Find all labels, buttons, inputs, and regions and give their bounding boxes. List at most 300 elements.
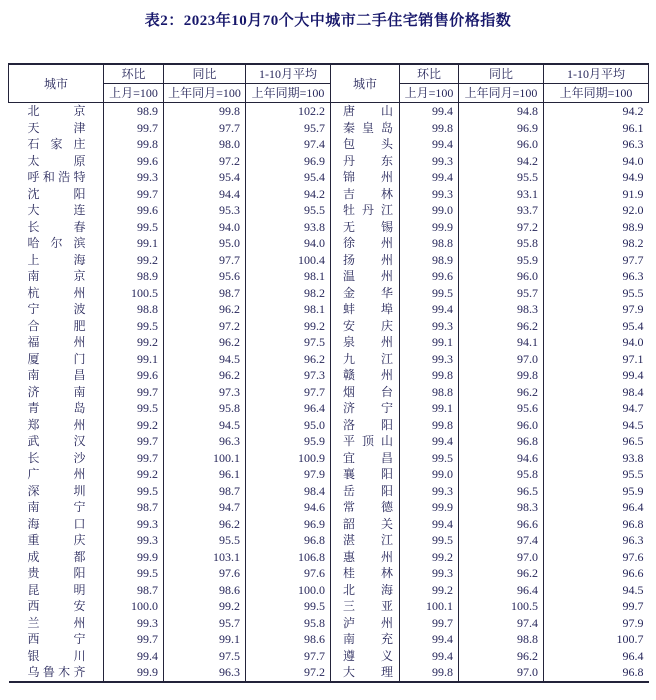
avg-cell-left: 96.4: [246, 400, 331, 417]
table-row: [9, 615, 649, 632]
avg-cell-left: 95.4: [246, 169, 331, 186]
city-cell-left: [9, 499, 104, 516]
mom-cell-right: 99.4: [400, 136, 459, 153]
table-body: [9, 103, 649, 682]
avg-cell-right: 94.2: [544, 103, 649, 120]
city-cell-right: [331, 582, 400, 599]
avg-cell-right: 94.7: [544, 400, 649, 417]
yoy-cell-left: 95.3: [164, 202, 246, 219]
avg-cell-right: 97.9: [544, 301, 649, 318]
mom-cell-right: 98.8: [400, 235, 459, 252]
avg-cell-right: 96.3: [544, 268, 649, 285]
mom-cell-left: 99.7: [104, 433, 164, 450]
yoy-cell-left: 94.7: [164, 499, 246, 516]
mom-cell-left: 99.6: [104, 153, 164, 170]
avg-cell-right: 97.7: [544, 252, 649, 269]
table-row: [9, 433, 649, 450]
table-row: [9, 120, 649, 137]
avg-cell-right: 94.0: [544, 334, 649, 351]
yoy-cell-right: 94.2: [459, 153, 544, 170]
mom-cell-left: 99.7: [104, 120, 164, 137]
mom-cell-right: 99.8: [400, 417, 459, 434]
yoy-cell-left: 96.2: [164, 334, 246, 351]
avg-cell-left: 95.9: [246, 433, 331, 450]
city-name-right: 北海: [343, 582, 393, 597]
header-avg-right: 1-10月平均: [544, 64, 649, 84]
mom-cell-right: 99.5: [400, 450, 459, 467]
mom-cell-right: 100.1: [400, 598, 459, 615]
city-cell-right: [331, 483, 400, 500]
avg-cell-left: 97.9: [246, 466, 331, 483]
mom-cell-left: 99.6: [104, 367, 164, 384]
avg-cell-right: 96.3: [544, 532, 649, 549]
mom-cell-right: 98.9: [400, 252, 459, 269]
city-cell-right: [331, 334, 400, 351]
city-name-right: 无锡: [343, 219, 393, 234]
city-name-left: 合肥: [27, 318, 86, 333]
city-cell-right: [331, 120, 400, 137]
yoy-cell-left: 95.0: [164, 235, 246, 252]
city-cell-left: [9, 664, 104, 682]
city-name-right: 安庆: [343, 318, 393, 333]
mom-cell-left: 99.8: [104, 136, 164, 153]
mom-cell-left: 98.7: [104, 582, 164, 599]
city-name-right: 秦皇岛: [343, 120, 393, 135]
mom-cell-left: 99.7: [104, 631, 164, 648]
avg-cell-right: 93.8: [544, 450, 649, 467]
mom-cell-right: 99.4: [400, 516, 459, 533]
mom-cell-left: 99.3: [104, 516, 164, 533]
city-cell-right: [331, 648, 400, 665]
city-cell-left: [9, 400, 104, 417]
city-cell-right: [331, 268, 400, 285]
city-name-left: 长沙: [27, 450, 86, 465]
mom-cell-left: 99.6: [104, 202, 164, 219]
city-cell-left: [9, 615, 104, 632]
city-name-right: 平顶山: [343, 434, 393, 448]
city-name-left: 广州: [27, 467, 86, 481]
avg-cell-right: 96.8: [544, 516, 649, 533]
avg-cell-left: 98.2: [246, 285, 331, 302]
avg-cell-left: 97.5: [246, 334, 331, 351]
city-name-right: 丹东: [343, 153, 393, 168]
city-name-left: 太原: [27, 153, 86, 168]
mom-cell-right: 99.3: [400, 186, 459, 203]
city-cell-left: [9, 532, 104, 549]
avg-cell-right: 95.4: [544, 318, 649, 335]
mom-cell-left: 98.7: [104, 499, 164, 516]
avg-cell-left: 96.9: [246, 516, 331, 533]
table-header: [9, 64, 649, 103]
mom-cell-right: 99.3: [400, 565, 459, 582]
avg-cell-left: 94.0: [246, 235, 331, 252]
subheader-yoy-left: 上年同月=100: [164, 84, 246, 103]
city-cell-left: [9, 252, 104, 269]
avg-cell-left: 95.0: [246, 417, 331, 434]
avg-cell-left: 100.0: [246, 582, 331, 599]
mom-cell-left: 98.9: [104, 103, 164, 120]
city-cell-left: [9, 631, 104, 648]
yoy-cell-right: 95.5: [459, 169, 544, 186]
avg-cell-right: 94.5: [544, 582, 649, 599]
city-name-left: 西宁: [27, 632, 86, 646]
city-cell-right: [331, 450, 400, 467]
yoy-cell-right: 98.3: [459, 499, 544, 516]
city-cell-right: [331, 417, 400, 434]
city-cell-left: [9, 120, 104, 137]
mom-cell-left: 99.9: [104, 664, 164, 682]
mom-cell-left: 99.7: [104, 450, 164, 467]
city-name-right: 烟台: [343, 384, 393, 399]
yoy-cell-right: 99.8: [459, 367, 544, 384]
yoy-cell-left: 95.5: [164, 532, 246, 549]
avg-cell-left: 98.6: [246, 631, 331, 648]
table-row: [9, 252, 649, 269]
subheader-yoy-right: 上年同月=100: [459, 84, 544, 103]
header-mom-left: 环比: [104, 64, 164, 84]
avg-cell-right: 96.3: [544, 136, 649, 153]
mom-cell-right: 99.3: [400, 351, 459, 368]
mom-cell-left: 99.3: [104, 169, 164, 186]
yoy-cell-right: 93.1: [459, 186, 544, 203]
yoy-cell-right: 97.0: [459, 351, 544, 368]
yoy-cell-left: 95.7: [164, 615, 246, 632]
mom-cell-left: 99.5: [104, 483, 164, 500]
mom-cell-right: 99.4: [400, 648, 459, 665]
mom-cell-right: 99.0: [400, 466, 459, 483]
header-yoy-right: 同比: [459, 64, 544, 84]
yoy-cell-right: 93.7: [459, 202, 544, 219]
avg-cell-right: 97.6: [544, 549, 649, 566]
city-name-right: 遵义: [343, 648, 393, 663]
table-row: [9, 169, 649, 186]
mom-cell-right: 99.7: [400, 615, 459, 632]
city-name-left: 宁波: [27, 302, 86, 316]
avg-cell-left: 97.3: [246, 367, 331, 384]
yoy-cell-right: 94.6: [459, 450, 544, 467]
mom-cell-left: 98.8: [104, 301, 164, 318]
table-row: [9, 565, 649, 582]
city-cell-right: [331, 169, 400, 186]
city-name-right: 三亚: [343, 599, 393, 613]
avg-cell-right: 92.0: [544, 202, 649, 219]
yoy-cell-left: 96.3: [164, 433, 246, 450]
yoy-cell-right: 94.1: [459, 334, 544, 351]
avg-cell-left: 93.8: [246, 219, 331, 236]
mom-cell-right: 99.3: [400, 153, 459, 170]
header-avg-left: 1-10月平均: [246, 64, 331, 84]
mom-cell-left: 99.2: [104, 252, 164, 269]
yoy-cell-right: 95.7: [459, 285, 544, 302]
city-name-left: 福州: [27, 335, 86, 349]
city-cell-right: [331, 351, 400, 368]
yoy-cell-left: 99.1: [164, 631, 246, 648]
city-name-right: 牡丹江: [343, 203, 393, 217]
yoy-cell-left: 96.1: [164, 466, 246, 483]
mom-cell-left: 99.5: [104, 565, 164, 582]
city-name-left: 重庆: [27, 533, 86, 547]
city-name-right: 吉林: [343, 186, 393, 201]
mom-cell-left: 100.5: [104, 285, 164, 302]
yoy-cell-left: 94.5: [164, 351, 246, 368]
table-row: [9, 334, 649, 351]
city-name-left: 哈尔滨: [27, 236, 86, 250]
table-row: [9, 268, 649, 285]
mom-cell-right: 99.4: [400, 631, 459, 648]
avg-cell-left: 97.7: [246, 648, 331, 665]
avg-cell-right: 100.7: [544, 631, 649, 648]
city-cell-left: [9, 483, 104, 500]
city-cell-right: [331, 235, 400, 252]
yoy-cell-right: 96.0: [459, 136, 544, 153]
avg-cell-left: 94.2: [246, 186, 331, 203]
yoy-cell-left: 98.0: [164, 136, 246, 153]
city-cell-left: [9, 351, 104, 368]
city-name-left: 西安: [27, 599, 86, 613]
yoy-cell-left: 97.5: [164, 648, 246, 665]
avg-cell-right: 95.5: [544, 285, 649, 302]
yoy-cell-left: 100.1: [164, 450, 246, 467]
yoy-cell-right: 98.8: [459, 631, 544, 648]
price-index-table: [8, 63, 649, 683]
mom-cell-right: 99.3: [400, 318, 459, 335]
city-name-right: 锦州: [343, 170, 393, 184]
table-row: [9, 301, 649, 318]
city-cell-left: [9, 367, 104, 384]
city-name-right: 洛阳: [343, 417, 393, 432]
table-row: [9, 202, 649, 219]
avg-cell-left: 97.7: [246, 384, 331, 401]
mom-cell-left: 99.7: [104, 186, 164, 203]
avg-cell-right: 94.0: [544, 153, 649, 170]
city-name-left: 南京: [27, 269, 86, 283]
yoy-cell-left: 94.4: [164, 186, 246, 203]
table-row: [9, 136, 649, 153]
city-cell-left: [9, 466, 104, 483]
yoy-cell-right: 96.8: [459, 433, 544, 450]
mom-cell-right: 99.5: [400, 285, 459, 302]
city-name-right: 九江: [343, 351, 393, 366]
yoy-cell-left: 97.3: [164, 384, 246, 401]
header-yoy-left: 同比: [164, 64, 246, 84]
avg-cell-right: 96.1: [544, 120, 649, 137]
city-cell-right: [331, 499, 400, 516]
yoy-cell-right: 94.8: [459, 103, 544, 120]
avg-cell-right: 95.9: [544, 483, 649, 500]
table-row: [9, 466, 649, 483]
mom-cell-left: 99.5: [104, 318, 164, 335]
city-cell-right: [331, 384, 400, 401]
mom-cell-left: 99.2: [104, 417, 164, 434]
table-row: [9, 417, 649, 434]
yoy-cell-left: 97.7: [164, 252, 246, 269]
table-row: [9, 318, 649, 335]
city-cell-left: [9, 384, 104, 401]
city-name-right: 宜昌: [343, 450, 393, 465]
city-cell-left: [9, 285, 104, 302]
city-cell-left: [9, 334, 104, 351]
yoy-cell-right: 96.2: [459, 648, 544, 665]
city-cell-right: [331, 202, 400, 219]
table-row: [9, 532, 649, 549]
avg-cell-left: 95.5: [246, 202, 331, 219]
header-mom-right: 环比: [400, 64, 459, 84]
city-name-left: 沈阳: [27, 186, 86, 201]
yoy-cell-right: 96.4: [459, 582, 544, 599]
yoy-cell-right: 97.0: [459, 664, 544, 682]
city-name-left: 昆明: [27, 582, 86, 597]
table-row: [9, 367, 649, 384]
avg-cell-left: 97.4: [246, 136, 331, 153]
avg-cell-right: 96.8: [544, 664, 649, 682]
subheader-mom-right: 上月=100: [400, 84, 459, 103]
yoy-cell-left: 97.6: [164, 565, 246, 582]
yoy-cell-left: 99.2: [164, 598, 246, 615]
yoy-cell-right: 97.0: [459, 549, 544, 566]
avg-cell-right: 96.5: [544, 433, 649, 450]
table-row: [9, 219, 649, 236]
yoy-cell-right: 96.2: [459, 318, 544, 335]
city-cell-left: [9, 598, 104, 615]
city-name-right: 济宁: [343, 401, 393, 415]
avg-cell-right: 94.9: [544, 169, 649, 186]
mom-cell-left: 99.7: [104, 384, 164, 401]
city-cell-left: [9, 549, 104, 566]
city-name-right: 蚌埠: [343, 302, 393, 316]
yoy-cell-right: 100.5: [459, 598, 544, 615]
table-row: [9, 400, 649, 417]
avg-cell-right: 98.9: [544, 219, 649, 236]
avg-cell-left: 95.8: [246, 615, 331, 632]
city-name-left: 杭州: [27, 285, 86, 300]
yoy-cell-left: 99.8: [164, 103, 246, 120]
mom-cell-right: 99.0: [400, 202, 459, 219]
city-name-right: 惠州: [343, 549, 393, 564]
avg-cell-right: 99.4: [544, 367, 649, 384]
table-row: [9, 103, 649, 120]
yoy-cell-right: 96.6: [459, 516, 544, 533]
yoy-cell-right: 97.2: [459, 219, 544, 236]
yoy-cell-right: 95.6: [459, 400, 544, 417]
table-row: [9, 186, 649, 203]
city-name-left: 乌鲁木齐: [27, 665, 86, 679]
city-cell-right: [331, 103, 400, 120]
mom-cell-right: 99.3: [400, 483, 459, 500]
city-cell-right: [331, 186, 400, 203]
city-name-left: 深圳: [27, 483, 86, 498]
subheader-mom-left: 上月=100: [104, 84, 164, 103]
avg-cell-right: 94.5: [544, 417, 649, 434]
city-cell-left: [9, 318, 104, 335]
city-name-left: 兰州: [27, 615, 86, 630]
city-cell-left: [9, 186, 104, 203]
yoy-cell-left: 97.2: [164, 153, 246, 170]
city-cell-left: [9, 268, 104, 285]
city-name-right: 唐山: [343, 104, 393, 118]
avg-cell-right: 98.4: [544, 384, 649, 401]
mom-cell-right: 99.4: [400, 433, 459, 450]
mom-cell-right: 99.4: [400, 103, 459, 120]
city-name-right: 常德: [343, 500, 393, 514]
table-row: [9, 450, 649, 467]
city-cell-right: [331, 615, 400, 632]
city-name-left: 北京: [27, 104, 86, 118]
city-cell-left: [9, 169, 104, 186]
avg-cell-left: 100.4: [246, 252, 331, 269]
city-name-left: 银川: [27, 648, 86, 663]
avg-cell-left: 98.1: [246, 268, 331, 285]
avg-cell-left: 100.9: [246, 450, 331, 467]
city-cell-right: [331, 367, 400, 384]
city-name-left: 厦门: [27, 351, 86, 366]
mom-cell-left: 99.1: [104, 351, 164, 368]
yoy-cell-left: 98.7: [164, 483, 246, 500]
city-name-right: 桂林: [343, 566, 393, 580]
mom-cell-right: 99.4: [400, 301, 459, 318]
yoy-cell-left: 103.1: [164, 549, 246, 566]
avg-cell-left: 94.6: [246, 499, 331, 516]
city-cell-left: [9, 433, 104, 450]
table-row: [9, 516, 649, 533]
yoy-cell-right: 96.2: [459, 384, 544, 401]
yoy-cell-right: 95.9: [459, 252, 544, 269]
yoy-cell-left: 96.2: [164, 516, 246, 533]
subheader-avg-right: 上年同期=100: [544, 84, 649, 103]
yoy-cell-left: 95.8: [164, 400, 246, 417]
city-cell-right: [331, 433, 400, 450]
city-cell-right: [331, 252, 400, 269]
city-name-left: 呼和浩特: [27, 170, 86, 184]
city-cell-right: [331, 466, 400, 483]
avg-cell-left: 96.8: [246, 532, 331, 549]
yoy-cell-left: 94.5: [164, 417, 246, 434]
city-cell-left: [9, 103, 104, 120]
city-name-right: 扬州: [343, 252, 393, 267]
mom-cell-left: 99.9: [104, 549, 164, 566]
table-row: [9, 384, 649, 401]
mom-cell-left: 100.0: [104, 598, 164, 615]
yoy-cell-right: 97.4: [459, 615, 544, 632]
avg-cell-left: 98.4: [246, 483, 331, 500]
city-cell-right: [331, 664, 400, 682]
yoy-cell-left: 98.6: [164, 582, 246, 599]
mom-cell-left: 99.3: [104, 532, 164, 549]
mom-cell-right: 99.6: [400, 268, 459, 285]
mom-cell-left: 99.2: [104, 334, 164, 351]
city-name-left: 南宁: [27, 500, 86, 514]
mom-cell-left: 99.5: [104, 219, 164, 236]
yoy-cell-right: 96.5: [459, 483, 544, 500]
city-cell-right: [331, 285, 400, 302]
city-cell-left: [9, 202, 104, 219]
header-city-right: 城市: [331, 64, 400, 103]
city-name-left: 郑州: [27, 417, 86, 432]
mom-cell-right: 99.8: [400, 120, 459, 137]
city-cell-left: [9, 648, 104, 665]
table-row: [9, 549, 649, 566]
table-row: [9, 598, 649, 615]
table-row: [9, 499, 649, 516]
table-row: [9, 631, 649, 648]
mom-cell-left: 98.9: [104, 268, 164, 285]
city-cell-left: [9, 417, 104, 434]
mom-cell-left: 99.1: [104, 235, 164, 252]
table-row: [9, 664, 649, 682]
city-cell-left: [9, 450, 104, 467]
city-cell-left: [9, 136, 104, 153]
city-cell-left: [9, 582, 104, 599]
mom-cell-right: 99.1: [400, 400, 459, 417]
